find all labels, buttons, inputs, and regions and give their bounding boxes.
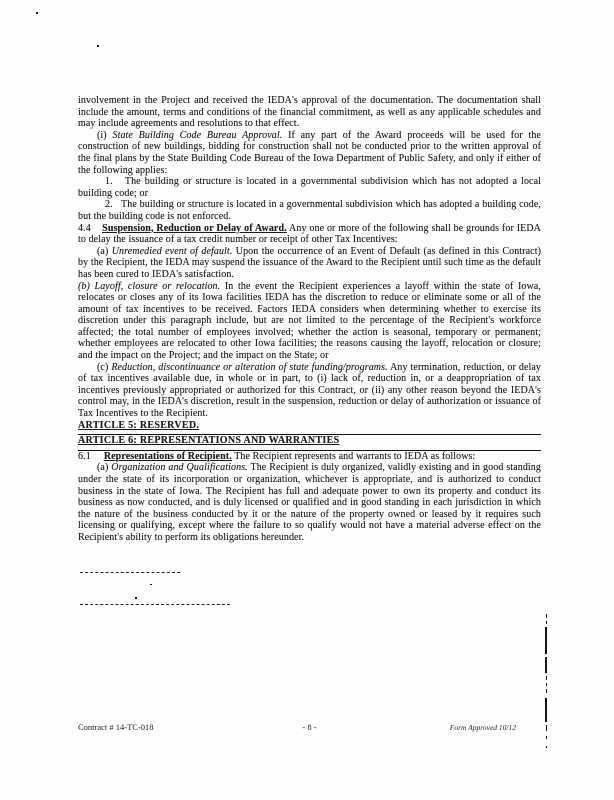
heading-article-6 — [78, 435, 541, 451]
text-segment: ARTICLE 6: REPRESENTATIONS AND WARRANTIES — [78, 435, 340, 447]
text-segment: Upon the occurrence of an Event of Default (as defined in this Contract) by the Recipient, the IEDA may suspend the issuance of the Award to the Recipient until such time as the default has been cured to IEDA's satisfaction. — [78, 245, 541, 280]
scan-edge-line — [546, 614, 547, 618]
scan-edge-line — [546, 736, 547, 739]
scan-edge-line — [546, 676, 547, 680]
text-segment: Any termination, reduction, or delay of tax incentives available due, in whole or in part, to (i) lack of, reduction in, or a deappropriation of tax incentives previously appropriated or authorized for this Contract, or (ii) any other reason beyond the IEDA's control may, in the IEDA's discretion, result in the suspension, reduction or delay of authorization or issuance of Tax Incentives to the Recipient. — [78, 361, 542, 420]
footer-contract-number: Contract # 14-TC-018 — [78, 722, 154, 732]
section-6-1 — [78, 451, 541, 463]
scan-edge-line — [546, 746, 547, 748]
paragraph-layoff-closure — [78, 281, 541, 362]
text-segment: 4.4 — [78, 222, 103, 234]
text-segment: (b) Layoff, closure or relocation. — [78, 280, 221, 292]
text-segment: Any one or more of the following shall be grounds for IEDA to delay the issuance of a tax credit number or receipt of other Tax Incentives: — [78, 222, 541, 246]
text-segment: (a) — [97, 245, 112, 257]
text-segment: (a) — [97, 462, 112, 474]
paragraph-organization-qualifications — [78, 462, 541, 543]
section-4-4 — [78, 223, 541, 246]
scan-speck — [135, 597, 137, 599]
scan-edge-line — [545, 627, 547, 654]
text-segment: 6.1 — [78, 450, 104, 462]
text-segment: involvement in the Project and received the IEDA's approval of the documentation. The documentation shall include the amount, terms and conditions of the financial commitment, as well as any applicable schedules and may include agreements and resolutions to that effect. — [78, 95, 541, 130]
text-segment: State Building Code Bureau Approval. — [112, 129, 283, 141]
text-segment: Suspension, Reduction or Delay of Award. — [102, 222, 287, 234]
scan-edge-line — [545, 657, 547, 673]
text-segment: The Recipient is duly organized, validly existing and in good standing under the state of its incorporation or organization, whichever is appropriate, and is authorized to conduct business in the state of Iowa. The Recipient has full and adequate power to own its property and conduct its business as now conducted, and is duly licensed or qualified and in good standing in each jurisdiction in which the nature of the business conducted by it or the nature of the property owned or leased by it requires such licensing or qualifying, except where the failure to so qualify would not have a material adverse effect on the Recipient's ability to perform its obligations hereunder. — [78, 462, 542, 543]
text-segment: 2. The building or structure is located in a governmental subdivision which has adopted a building code, but the building code is not enforced. — [78, 199, 541, 222]
text-segment: 1. The building or structure is located in a governmental subdivision which has not adopted a local building code; or — [78, 176, 541, 199]
text-segment: If any part of the Award proceeds will be used for the construction of new buildings, bidding for construction shall not be conducted prior to the written approval of the final plans by the State Building Code Bureau of the Iowa Department of Public Safety, and only if either of the following applies: — [78, 129, 541, 176]
paragraph-reduction-discontinuance — [78, 362, 541, 420]
scan-edge-line — [546, 689, 547, 693]
footer-page-number: - 8 - — [302, 722, 317, 732]
scan-edge-line — [545, 698, 547, 722]
scan-edge-line — [546, 621, 547, 624]
text-segment: (c) — [97, 361, 112, 373]
scan-edge-line — [546, 725, 547, 731]
scan-speck — [36, 12, 38, 14]
paragraph-unremedied-default — [78, 246, 541, 281]
list-item-1 — [78, 176, 541, 199]
list-item-2 — [78, 199, 541, 222]
paragraph-state-building-code — [78, 130, 541, 176]
scan-speck — [97, 45, 99, 47]
text-segment: The Recipient represents and warrants to IEDA as follows: — [231, 450, 476, 462]
scan-ghost-underline — [80, 604, 230, 605]
text-segment: Unremedied event of default. — [111, 245, 233, 257]
heading-article-5 — [78, 420, 541, 436]
scan-edge-line — [546, 683, 547, 686]
footer-form-approval: Form Approved 10/12 — [449, 723, 516, 732]
paragraph-continuation — [78, 95, 541, 130]
scan-ghost-underline — [80, 572, 180, 573]
document-body — [78, 95, 541, 544]
scan-speck — [150, 584, 152, 585]
text-segment: Representations of Recipient. — [103, 450, 232, 462]
text-segment: Organization and Qualifications. — [111, 462, 248, 474]
page-footer — [0, 722, 614, 736]
text-segment: In the event the Recipient experiences a layoff within the state of Iowa, relocates or closes any of its Iowa facilities IEDA has the discretion to reduce or eliminate some or all of the amount of tax incentives to be received. Factors IEDA considers when determining whether to exercise its discretion under this paragraph include, but are not limited to the percentage of the Recipient's workforce affected; the total number of employees involved; whether the action is seasonal, temporary or permanent; whether employees are relocated to other Iowa facilities; the reasons causing the layoff, relocation or closure; and the impact on the Project; and the impact on the State; or — [78, 280, 541, 362]
text-segment: ARTICLE 5: RESERVED. — [78, 419, 200, 431]
text-segment: (i) — [97, 129, 113, 141]
text-segment: Reduction, discontinuance or alteration of state funding/programs. — [111, 361, 388, 373]
